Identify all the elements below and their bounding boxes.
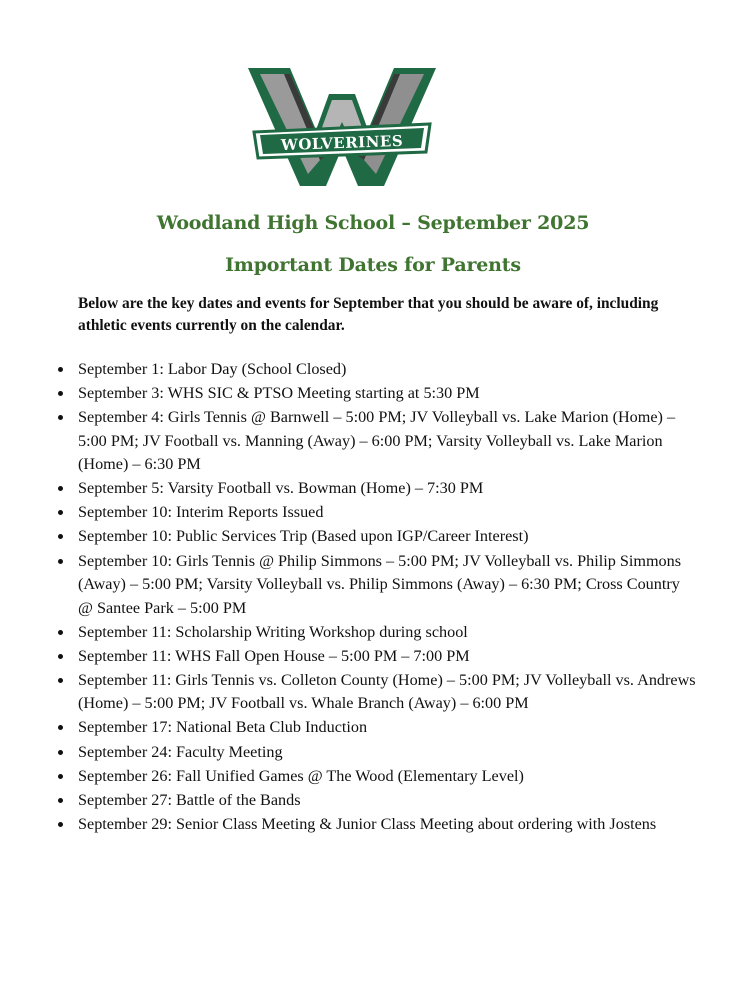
intro-text: Below are the key dates and events for September that you should be aware of, including athletic events currently on the calendar. (78, 295, 659, 334)
list-item: September 11: Scholarship Writing Workshop during school (78, 621, 698, 645)
list-item: September 4: Girls Tennis @ Barnwell – 5:00 PM; JV Volleyball vs. Lake Marion (Home) – 5:00 PM; JV Football vs. Manning (Away) – 6:00 PM; Varsity Volleyball vs. Lake Marion (Home) – 6:30 PM (78, 406, 698, 477)
list-item: September 27: Battle of the Bands (78, 789, 698, 813)
list-item: September 17: National Beta Club Induction (78, 716, 698, 740)
logo-text: WOLVERINES (280, 131, 404, 155)
list-item: September 10: Public Services Trip (Based upon IGP/Career Interest) (78, 525, 698, 549)
event-list (78, 358, 698, 837)
page-subtitle: Important Dates for Parents (225, 254, 521, 276)
list-item: September 11: Girls Tennis vs. Colleton County (Home) – 5:00 PM; JV Volleyball vs. Andrews (Home) – 5:00 PM; JV Football vs. Whale Branch (Away) – 6:00 PM (78, 669, 698, 716)
wolverines-w-icon (246, 64, 438, 188)
wolverines-logo (246, 64, 438, 188)
list-item: September 24: Faculty Meeting (78, 741, 698, 765)
list-item: September 10: Girls Tennis @ Philip Simmons – 5:00 PM; JV Volleyball vs. Philip Simmons (Away) – 5:00 PM; Varsity Volleyball vs. Philip Simmons (Away) – 6:30 PM; Cross Country @ Santee Park – 5:00 PM (78, 550, 698, 621)
list-item: September 1: Labor Day (School Closed) (78, 358, 698, 382)
list-item: September 26: Fall Unified Games @ The Wood (Elementary Level) (78, 765, 698, 789)
list-item: September 5: Varsity Football vs. Bowman (Home) – 7:30 PM (78, 477, 698, 501)
list-item: September 3: WHS SIC & PTSO Meeting starting at 5:30 PM (78, 382, 698, 406)
page-title: Woodland High School – September 2025 (156, 212, 590, 234)
list-item: September 11: WHS Fall Open House – 5:00 PM – 7:00 PM (78, 645, 698, 669)
list-item: September 10: Interim Reports Issued (78, 501, 698, 525)
list-item: September 29: Senior Class Meeting & Junior Class Meeting about ordering with Jostens (78, 813, 698, 837)
